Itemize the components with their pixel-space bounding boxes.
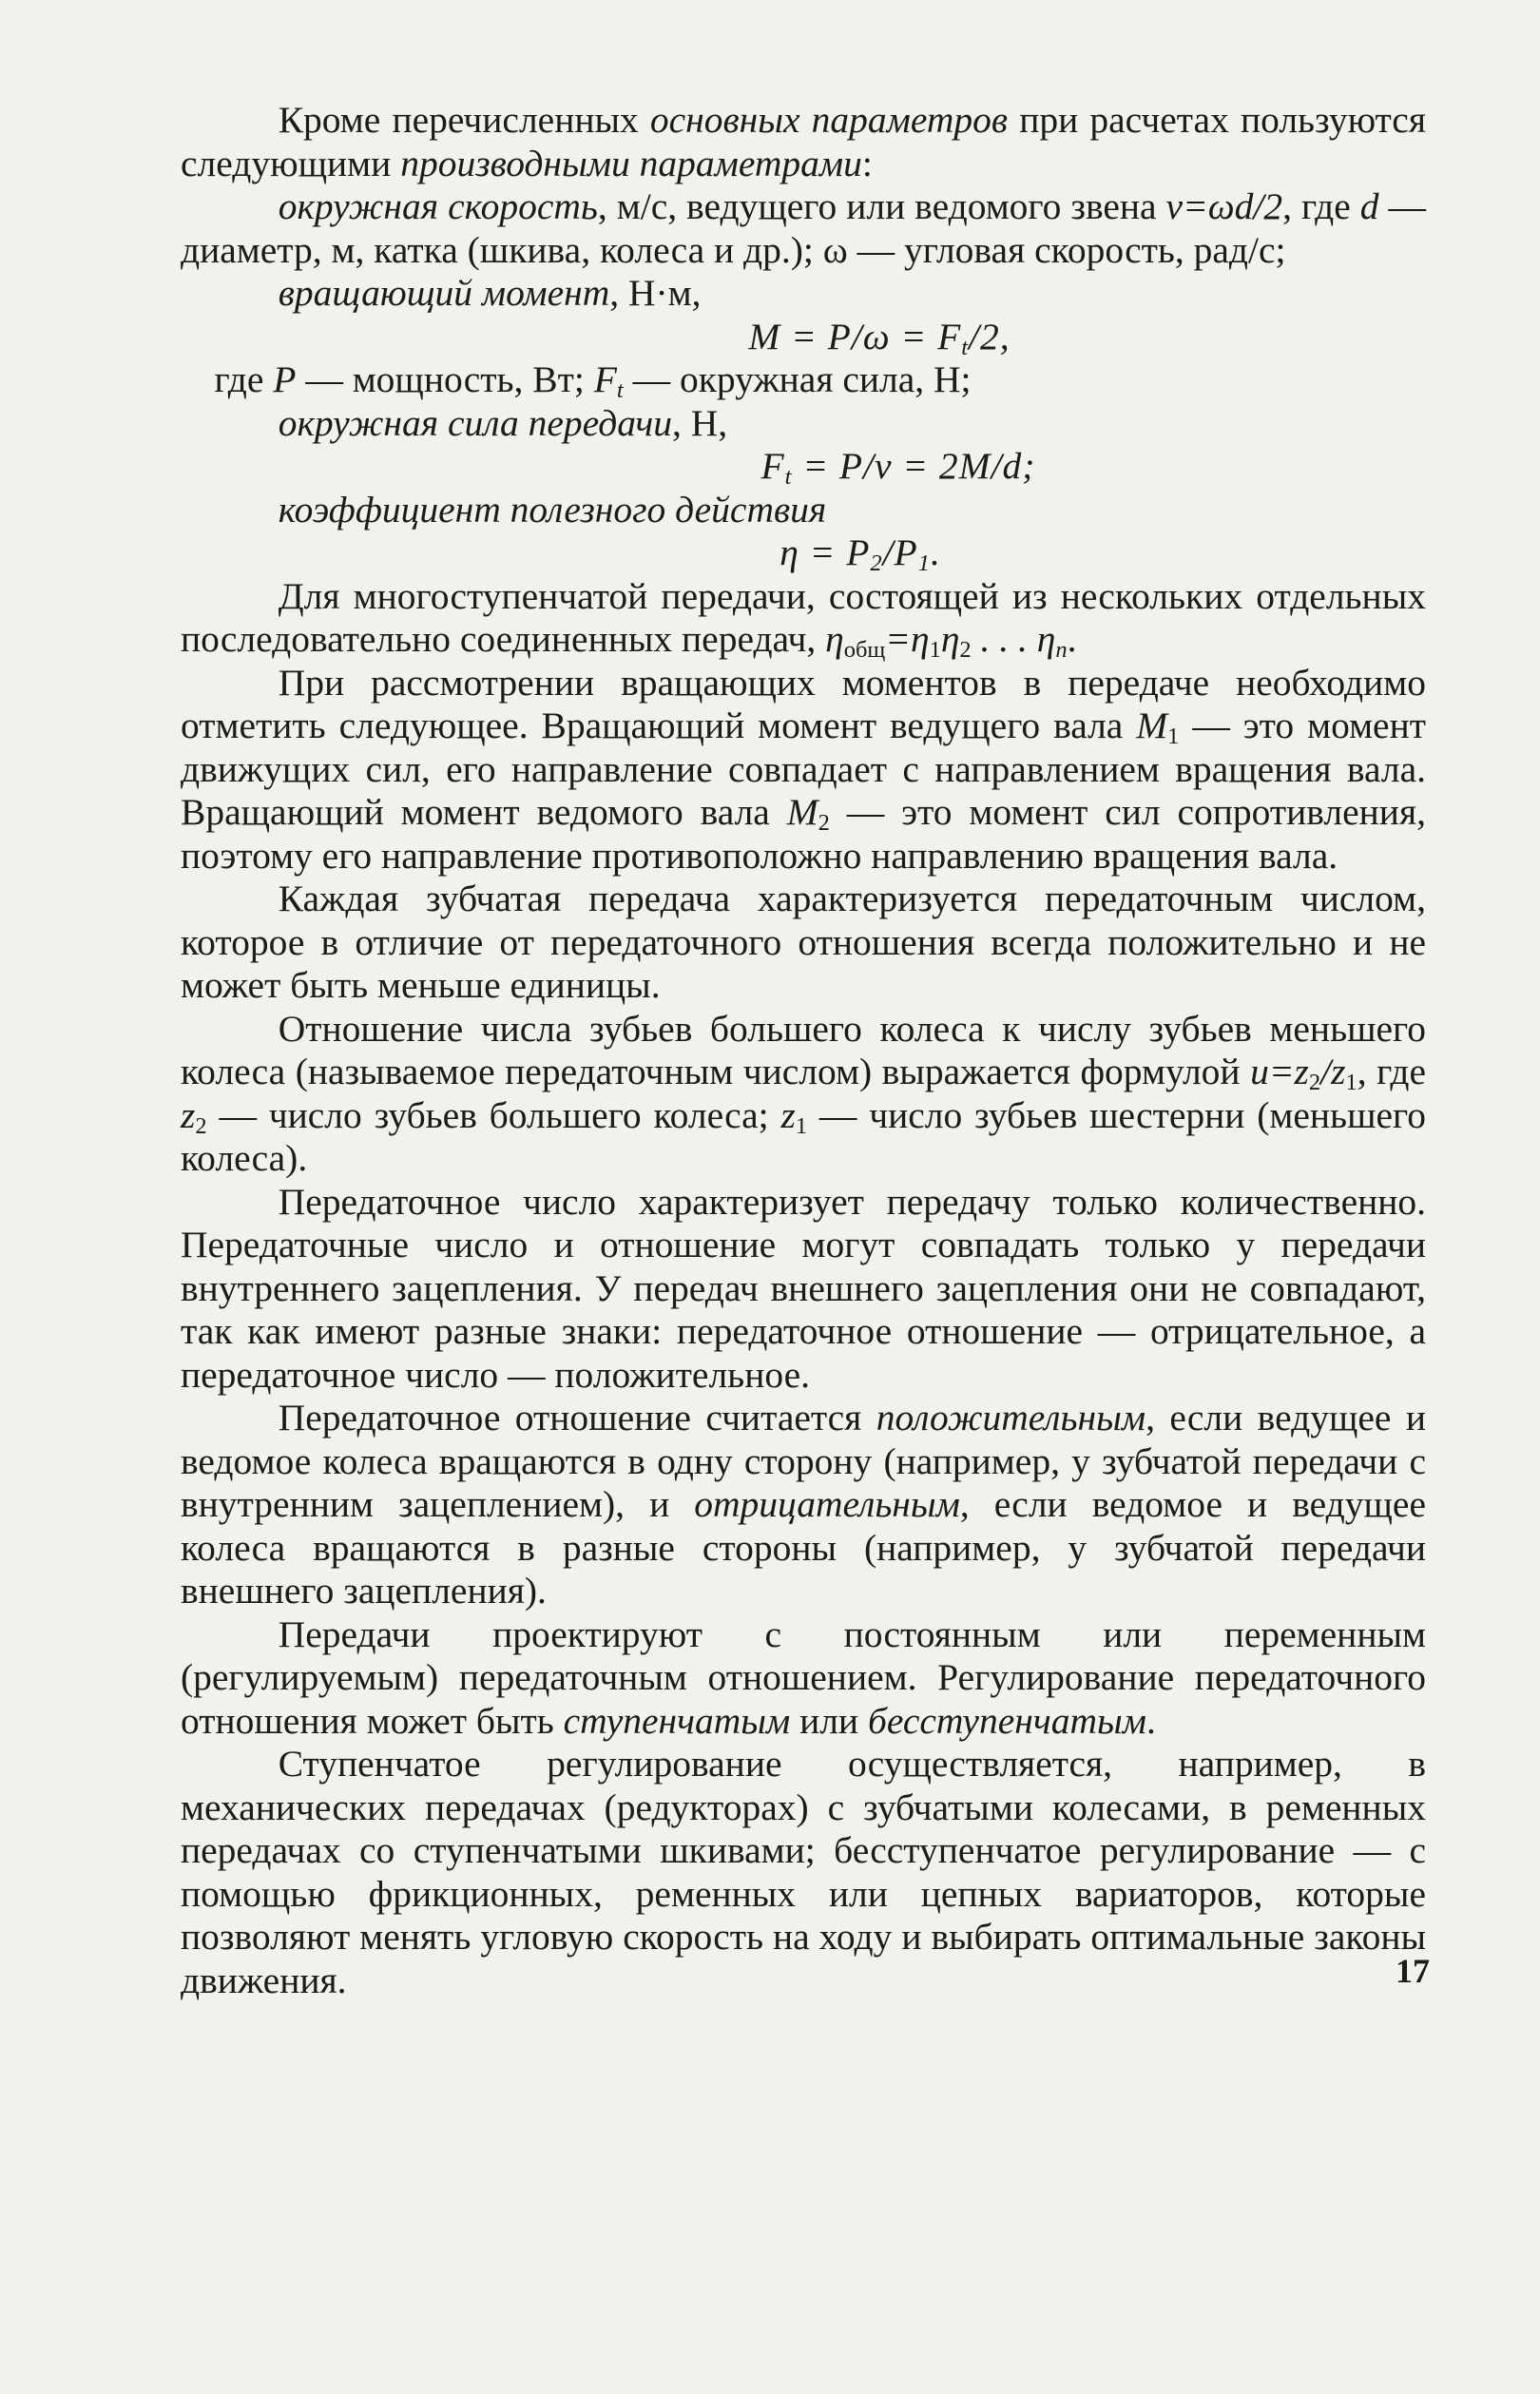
definition-circumferential-speed: окружная скорость, м/с, ведущего или ведомого звена v=ωd/2, где d — диаметр, м, катка (шкива, колеса и др.); ω — угловая скорость, рад/с; (181, 185, 1426, 271)
paragraph-gear-ratio: Каждая зубчатая передача характеризуется передаточным числом, которое в отличие от передаточного отношения всегда положительно и не может быть меньше единицы. (181, 878, 1426, 1006)
paragraph-multistage: Для многоступенчатой передачи, состоящей из нескольких отдельных последовательно соединенных передач, $\eta_{общ}=\eta_1\eta_2$ . . . $\eta_n$. (181, 574, 1426, 664)
definition-torque: вращающий момент, Н·м, (278, 272, 702, 314)
body-text (181, 99, 1426, 2002)
paragraph-stepped-regulation: Ступенчатое регулирование осуществляется, например, в механических передачах (редукторах) с зубчатыми колесами, в ременных передачах со ступенчатыми шкивами; бесступенчатое регулирование — с помощью фрикционных, ременных или цепных вариаторов, которые позволяют менять угловую скорость на ходу и выбирать оптимальные законы движения. (181, 1743, 1426, 2001)
paragraph-where-p: где P — мощность, Вт; $F_t$ — окружная сила, Н; (214, 358, 972, 404)
paragraph-regulation: Передачи проектируют с постоянным или переменным (регулируемым) передаточным отношением. Регулирование передаточного отношения может быть ступенчатым или бесступенчатым. (181, 1612, 1426, 1742)
definition-circumferential-force: окружная сила передачи, Н, (278, 401, 728, 444)
paragraph-teeth: Отношение числа зубьев большего колеса к числу зубьев меньшего колеса (называемое передаточным числом) выражается формулой $u=z_2/z_1$, где $z_2$ — число зубьев большего колеса; $z_1$ — число зубьев шестерни (меньшего колеса). (181, 1007, 1426, 1179)
formula-force: $F_t = P/v = 2M/d$; (760, 445, 1036, 491)
page-number: 17 (1396, 1952, 1430, 1990)
formula-efficiency: $\eta = P_2/P_1$. (780, 531, 941, 577)
paragraph-intro: Кроме перечисленных основных параметров при расчетах пользуются следующими производными параметрами: (181, 99, 1427, 184)
paragraph-moments: При рассмотрении вращающих моментов в передаче необходимо отметить следующее. Вращающий момент ведущего вала $M_1$ — это момент движущих сил, его направление совпадает с направлением вращения вала. Вращающий момент ведомого вала $M_2$ — это момент сил сопротивления, поэтому его направление противоположно направлению вращения вала. (181, 661, 1426, 877)
paragraph-quantitative: Передаточное число характеризует передачу только количественно. Передаточные число и отношение могут совпадать только у передачи внутреннего зацепления. У передач внешнего зацепления они не совпадают, так как имеют разные знаки: передаточное отношение — отрицательное, а передаточное число — положительное. (181, 1180, 1426, 1396)
formula-torque: $M = P/\omega = F_t/2$, (748, 315, 1011, 360)
definition-efficiency: коэффициент полезного действия (278, 488, 827, 531)
paragraph-sign: Передаточное отношение считается положительным, если ведущее и ведомое колеса вращаются в одну сторону (например, у зубчатой передачи с внутренним зацеплением), и отрицательным, если ведомое и ведущее колеса вращаются в разные стороны (например, у зубчатой передачи внешнего зацепления). (181, 1397, 1426, 1612)
